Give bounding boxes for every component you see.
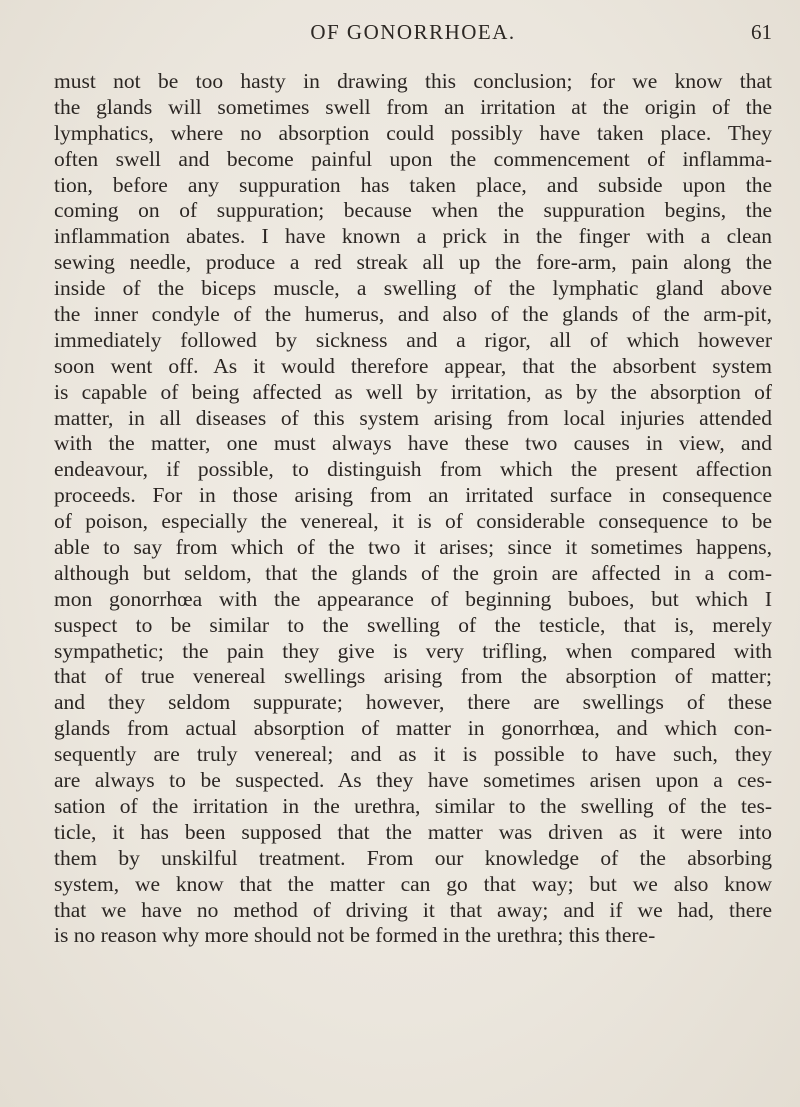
text-line: inside of the biceps muscle, a swelling of the lymphatic gland above [54, 276, 772, 301]
text-line: matter, in all diseases of this system arising from local injuries attended [54, 405, 772, 430]
text-line: and they seldom suppurate; however, there are swellings of these [54, 690, 772, 715]
text-line: able to say from which of the two it arises; since it sometimes happens, [54, 535, 772, 560]
text-line: immediately followed by sickness and a rigor, all of which however [54, 327, 772, 352]
body-text [54, 69, 772, 949]
text-line: proceeds. For in those arising from an irritated surface in consequence [54, 483, 772, 508]
text-line: sympathetic; the pain they give is very trifling, when compared with [54, 638, 772, 663]
running-title: OF GONORRHOEA. [310, 20, 516, 44]
text-line: are always to be suspected. As they have sometimes arisen upon a ces- [54, 768, 772, 793]
text-line: endeavour, if possible, to distinguish from which the present affection [54, 457, 772, 482]
text-line: the inner condyle of the humerus, and also of the glands of the arm-pit, [54, 302, 772, 327]
text-line: coming on of suppuration; because when the suppuration begins, the [54, 198, 772, 223]
text-line: glands from actual absorption of matter in gonorrhœa, and which con- [54, 716, 772, 741]
page-header [54, 8, 772, 48]
text-line: that we have no method of driving it that away; and if we had, there [54, 897, 772, 922]
text-line: sewing needle, produce a red streak all up the fore-arm, pain along the [54, 250, 772, 275]
text-line: with the matter, one must always have these two causes in view, and [54, 431, 772, 456]
text-line: is capable of being affected as well by irritation, as by the absorption of [54, 379, 772, 404]
text-line: although but seldom, that the glands of the groin are affected in a com- [54, 560, 772, 585]
text-line: lymphatics, where no absorption could possibly have taken place. They [54, 120, 772, 145]
text-line: sation of the irritation in the urethra, similar to the swelling of the tes- [54, 793, 772, 818]
page-number: 61 [751, 20, 772, 44]
text-line: mon gonorrhœa with the appearance of beginning buboes, but which I [54, 586, 772, 611]
text-line: suspect to be similar to the swelling of the testicle, that is, merely [54, 612, 772, 637]
text-line: must not be too hasty in drawing this conclusion; for we know that [54, 69, 772, 93]
text-line: inflammation abates. I have known a prick in the finger with a clean [54, 224, 772, 249]
text-line: of poison, especially the venereal, it is of considerable consequence to be [54, 509, 772, 534]
text-line: often swell and become painful upon the commencement of inflamma- [54, 146, 772, 171]
text-line: is no reason why more should not be formed in the urethra; this there- [54, 923, 656, 948]
text-line: tion, before any suppuration has taken place, and subside upon the [54, 172, 772, 197]
text-line: them by unskilful treatment. From our knowledge of the absorbing [54, 845, 772, 870]
text-line: system, we know that the matter can go that way; but we also know [54, 871, 772, 896]
text-line: the glands will sometimes swell from an irritation at the origin of the [54, 94, 772, 119]
text-line: ticle, it has been supposed that the matter was driven as it were into [54, 819, 772, 844]
text-line: that of true venereal swellings arising from the absorption of matter; [54, 664, 772, 689]
text-line: soon went off. As it would therefore appear, that the absorbent system [54, 353, 772, 378]
text-line: sequently are truly venereal; and as it is possible to have such, they [54, 742, 772, 767]
